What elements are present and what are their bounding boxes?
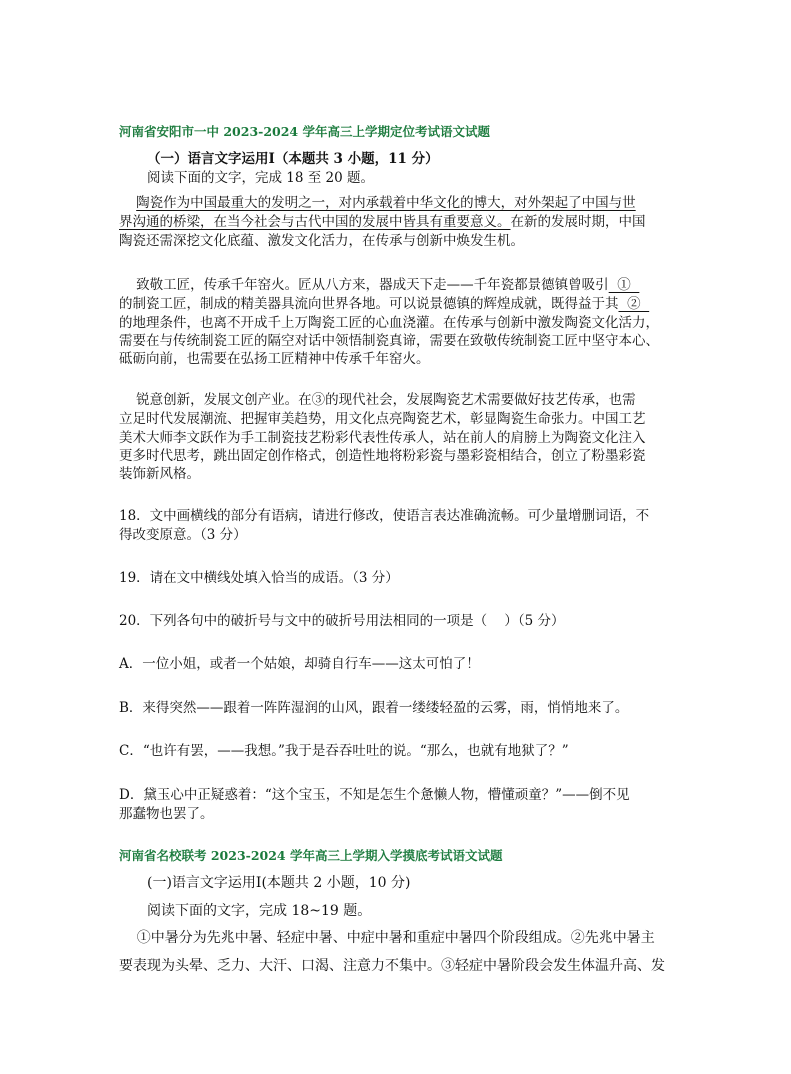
paragraph-2-line-2: 的制瓷工匠，制成的精美器具流向世界各地。可以说景德镇的辉煌成就，既得益于其 ②: [119, 296, 650, 312]
paragraph-3-line-4: 更多时代思考，跳出固定创作格式，创造性地将粉彩瓷与墨彩瓷相结合，创立了粉墨彩瓷: [119, 448, 646, 464]
blank-1: ①: [608, 277, 640, 293]
question-20: 20．下列各句中的破折号与文中的破折号用法相同的一项是（ ）（5 分）: [119, 613, 565, 629]
option-b: B．来得突然——跟着一阵阵湿润的山风，跟着一缕缕轻盈的云雾，雨，悄悄地来了。: [119, 700, 629, 716]
underlined-sentence-cont: 界沟通的桥梁，在当今社会与古代中国的发展中皆具有重要意义。: [119, 214, 511, 230]
paragraph-3-line-5: 装饰新风格。: [119, 466, 200, 482]
paragraph-2-line-3: 的地理条件，也离不开成千上万陶瓷工匠的心血浇灌。在传承与创新中激发陶瓷文化活力，: [119, 315, 659, 331]
section-heading-1: （一）语言文字运用Ⅰ（本题共 3 小题，11 分）: [147, 151, 439, 167]
question-19: 19．请在文中横线处填入恰当的成语。（3 分）: [119, 570, 399, 586]
paragraph-1-line-2: 界沟通的桥梁，在当今社会与古代中国的发展中皆具有重要意义。在新的发展时期，中国: [119, 214, 646, 230]
option-a: A．一位小姐，或者一个姑娘，却骑自行车——这太可怕了！: [119, 656, 480, 672]
paragraph-s2-line-1: ①中暑分为先兆中暑、轻症中暑、中症中暑和重症中暑四个阶段组成。②先兆中暑主: [119, 930, 655, 946]
paragraph-3-line-3: 美术大师李文跃作为手工制瓷技艺粉彩代表性传承人，站在前人的肩膀上为陶瓷文化注入: [119, 430, 646, 446]
source-title-2: 河南省名校联考 2023-2024 学年高三上学期入学摸底考试语文试题: [119, 848, 503, 863]
option-d-line-2: 那蠢物也罢了。: [119, 806, 214, 822]
option-c: C．“也许有罢，——我想。”我于是吞吞吐吐的说。“那么，也就有地狱了？”: [119, 743, 569, 759]
section-heading-2: (一)语言文字运用Ⅰ(本题共 2 小题，10 分): [147, 875, 411, 891]
paragraph-2-line-1: 致敬工匠，传承千年窑火。匠从八方来，器成天下走——千年瓷都景德镇曾吸引 ①: [119, 277, 640, 293]
paragraph-2-line-5: 砥砺向前，也需要在弘扬工匠精神中传承千年窑火。: [119, 351, 430, 367]
blank-2: ②: [618, 296, 650, 312]
paragraph-s2-line-2: 要表现为头晕、乏力、大汗、口渴、注意力不集中。③轻症中暑阶段会发生体温升高、发: [119, 958, 665, 974]
paragraph-1-line-1: [119, 194, 636, 212]
paragraph-1-line-3: 陶瓷还需深挖文化底蕴、激发文化活力，在传承与创新中焕发生机。: [119, 233, 524, 249]
paragraph-3-line-1: 锐意创新，发展文创产业。在③的现代社会，发展陶瓷艺术需要做好技艺传承，也需: [119, 392, 636, 408]
question-18-line-1: 18．文中画横线的部分有语病，请进行修改，使语言表达准确流畅。可少量增删词语，不: [119, 508, 650, 524]
underlined-sentence: 陶瓷作为中国最重大的发明之一，对内承载着中华文化的博大，对外架起了中国与世: [136, 195, 636, 211]
paragraph-3-line-2: 立足时代发展潮流、把握审美趋势，用文化点亮陶瓷艺术，彰显陶瓷生命张力。中国工艺: [119, 411, 646, 427]
source-title-1: 河南省安阳市一中 2023-2024 学年高三上学期定位考试语文试题: [119, 124, 490, 139]
option-d-line-1: D．黛玉心中正疑惑着：“这个宝玉，不知是怎生个惫懒人物，懵懂顽童？”——倒不见: [119, 787, 630, 803]
instruction-1: 阅读下面的文字，完成 18 至 20 题。: [147, 170, 375, 186]
question-18-line-2: 得改变原意。（3 分）: [119, 527, 247, 543]
paragraph-2-line-4: 需要在与传统制瓷工匠的隔空对话中领悟制瓷真谛，需要在致敬传统制瓷工匠中坚守本心、: [119, 333, 659, 349]
instruction-2: 阅读下面的文字，完成 18~19 题。: [147, 903, 372, 919]
